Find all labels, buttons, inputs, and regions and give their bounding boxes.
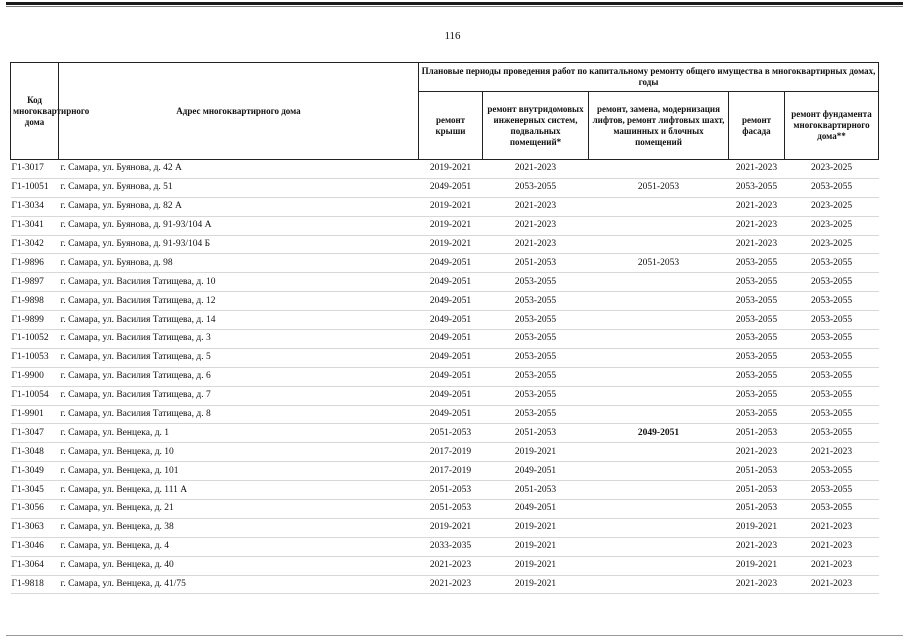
header-lifts: ремонт, замена, модернизация лифтов, ремонт лифтовых шахт, машинных и блочных помещений	[589, 92, 729, 160]
cell-lifts	[589, 311, 729, 330]
cell-facade: 2053-2055	[729, 386, 785, 405]
cell-lifts	[589, 348, 729, 367]
cell-code: Г1-3063	[11, 518, 59, 537]
cell-address: г. Самара, ул. Буянова, д. 42 А	[59, 160, 419, 179]
cell-facade: 2019-2021	[729, 556, 785, 575]
cell-facade: 2053-2055	[729, 292, 785, 311]
cell-code: Г1-3042	[11, 235, 59, 254]
cell-address: г. Самара, ул. Василия Татищева, д. 6	[59, 367, 419, 386]
cell-systems: 2051-2053	[483, 424, 589, 443]
cell-roof: 2019-2021	[419, 197, 483, 216]
cell-roof: 2049-2051	[419, 330, 483, 349]
cell-address: г. Самара, ул. Венцека, д. 101	[59, 462, 419, 481]
cell-systems: 2053-2055	[483, 330, 589, 349]
cell-roof: 2021-2023	[419, 556, 483, 575]
header-facade: ремонт фасада	[729, 92, 785, 160]
cell-address: г. Самара, ул. Буянова, д. 82 А	[59, 197, 419, 216]
cell-code: Г1-9818	[11, 575, 59, 594]
cell-roof: 2051-2053	[419, 424, 483, 443]
cell-code: Г1-3064	[11, 556, 59, 575]
top-rule-thin	[6, 6, 903, 7]
header-roof: ремонт крыши	[419, 92, 483, 160]
cell-address: г. Самара, ул. Венцека, д. 111 А	[59, 481, 419, 500]
table-row	[11, 160, 879, 179]
cell-roof: 2019-2021	[419, 160, 483, 179]
cell-systems: 2053-2055	[483, 367, 589, 386]
cell-lifts: 2049-2051	[589, 424, 729, 443]
cell-facade: 2053-2055	[729, 178, 785, 197]
cell-lifts	[589, 386, 729, 405]
table-row	[11, 235, 879, 254]
cell-address: г. Самара, ул. Буянова, д. 91-93/104 Б	[59, 235, 419, 254]
cell-facade: 2053-2055	[729, 311, 785, 330]
cell-foundation: 2021-2023	[785, 575, 879, 594]
cell-systems: 2019-2021	[483, 443, 589, 462]
cell-foundation: 2053-2055	[785, 348, 879, 367]
cell-foundation: 2053-2055	[785, 424, 879, 443]
table-row	[11, 292, 879, 311]
table-header	[11, 63, 879, 160]
cell-code: Г1-10054	[11, 386, 59, 405]
cell-roof: 2033-2035	[419, 537, 483, 556]
cell-lifts	[589, 518, 729, 537]
table-row	[11, 556, 879, 575]
cell-systems: 2019-2021	[483, 518, 589, 537]
cell-code: Г1-3045	[11, 481, 59, 500]
cell-foundation: 2021-2023	[785, 556, 879, 575]
cell-address: г. Самара, ул. Буянова, д. 51	[59, 178, 419, 197]
cell-facade: 2021-2023	[729, 575, 785, 594]
cell-lifts	[589, 216, 729, 235]
cell-systems: 2049-2051	[483, 500, 589, 519]
table-row	[11, 311, 879, 330]
cell-roof: 2049-2051	[419, 273, 483, 292]
cell-address: г. Самара, ул. Буянова, д. 98	[59, 254, 419, 273]
bottom-rule	[6, 635, 903, 636]
cell-facade: 2051-2053	[729, 500, 785, 519]
cell-systems: 2049-2051	[483, 462, 589, 481]
cell-code: Г1-9900	[11, 367, 59, 386]
cell-address: г. Самара, ул. Василия Татищева, д. 5	[59, 348, 419, 367]
cell-facade: 2053-2055	[729, 273, 785, 292]
cell-code: Г1-3056	[11, 500, 59, 519]
cell-lifts: 2051-2053	[589, 178, 729, 197]
cell-roof: 2051-2053	[419, 481, 483, 500]
cell-facade: 2021-2023	[729, 443, 785, 462]
cell-foundation: 2021-2023	[785, 518, 879, 537]
cell-address: г. Самара, ул. Венцека, д. 38	[59, 518, 419, 537]
cell-address: г. Самара, ул. Василия Татищева, д. 3	[59, 330, 419, 349]
cell-foundation: 2023-2025	[785, 216, 879, 235]
cell-lifts: 2051-2053	[589, 254, 729, 273]
cell-roof: 2049-2051	[419, 292, 483, 311]
cell-foundation: 2053-2055	[785, 367, 879, 386]
cell-roof: 2019-2021	[419, 235, 483, 254]
cell-foundation: 2021-2023	[785, 443, 879, 462]
cell-address: г. Самара, ул. Венцека, д. 1	[59, 424, 419, 443]
table-row	[11, 367, 879, 386]
cell-foundation: 2053-2055	[785, 386, 879, 405]
cell-facade: 2053-2055	[729, 330, 785, 349]
cell-facade: 2019-2021	[729, 518, 785, 537]
cell-roof: 2019-2021	[419, 216, 483, 235]
cell-foundation: 2023-2025	[785, 197, 879, 216]
cell-roof: 2017-2019	[419, 462, 483, 481]
cell-facade: 2053-2055	[729, 254, 785, 273]
cell-address: г. Самара, ул. Буянова, д. 91-93/104 А	[59, 216, 419, 235]
cell-systems: 2019-2021	[483, 575, 589, 594]
cell-address: г. Самара, ул. Василия Татищева, д. 10	[59, 273, 419, 292]
cell-systems: 2053-2055	[483, 405, 589, 424]
cell-roof: 2049-2051	[419, 367, 483, 386]
cell-facade: 2053-2055	[729, 367, 785, 386]
cell-code: Г1-3048	[11, 443, 59, 462]
cell-foundation: 2053-2055	[785, 273, 879, 292]
table-row	[11, 348, 879, 367]
cell-lifts	[589, 556, 729, 575]
cell-systems: 2021-2023	[483, 160, 589, 179]
cell-facade: 2051-2053	[729, 462, 785, 481]
cell-lifts	[589, 481, 729, 500]
header-foundation: ремонт фундамента многоквартирного дома**	[785, 92, 879, 160]
top-rule	[6, 2, 903, 5]
cell-code: Г1-3017	[11, 160, 59, 179]
cell-code: Г1-9899	[11, 311, 59, 330]
cell-foundation: 2053-2055	[785, 254, 879, 273]
cell-systems: 2053-2055	[483, 178, 589, 197]
cell-facade: 2051-2053	[729, 481, 785, 500]
cell-code: Г1-3046	[11, 537, 59, 556]
header-address: Адрес многоквартирного дома	[59, 63, 419, 160]
cell-lifts	[589, 405, 729, 424]
cell-systems: 2053-2055	[483, 273, 589, 292]
cell-foundation: 2053-2055	[785, 178, 879, 197]
cell-lifts	[589, 443, 729, 462]
cell-facade: 2021-2023	[729, 197, 785, 216]
cell-lifts	[589, 537, 729, 556]
table-row	[11, 424, 879, 443]
cell-foundation: 2053-2055	[785, 405, 879, 424]
cell-lifts	[589, 500, 729, 519]
cell-foundation: 2053-2055	[785, 481, 879, 500]
cell-code: Г1-10051	[11, 178, 59, 197]
cell-systems: 2051-2053	[483, 481, 589, 500]
cell-systems: 2019-2021	[483, 537, 589, 556]
cell-facade: 2021-2023	[729, 235, 785, 254]
cell-roof: 2049-2051	[419, 178, 483, 197]
cell-code: Г1-9901	[11, 405, 59, 424]
cell-code: Г1-3049	[11, 462, 59, 481]
cell-systems: 2021-2023	[483, 235, 589, 254]
cell-address: г. Самара, ул. Василия Татищева, д. 8	[59, 405, 419, 424]
header-code: Код многоквартирного дома	[11, 63, 59, 160]
cell-systems: 2051-2053	[483, 254, 589, 273]
table-row	[11, 216, 879, 235]
cell-address: г. Самара, ул. Венцека, д. 4	[59, 537, 419, 556]
cell-roof: 2049-2051	[419, 405, 483, 424]
cell-address: г. Самара, ул. Венцека, д. 40	[59, 556, 419, 575]
cell-code: Г1-10052	[11, 330, 59, 349]
cell-systems: 2053-2055	[483, 311, 589, 330]
table-row	[11, 178, 879, 197]
cell-lifts	[589, 292, 729, 311]
cell-foundation: 2053-2055	[785, 462, 879, 481]
cell-address: г. Самара, ул. Венцека, д. 41/75	[59, 575, 419, 594]
cell-systems: 2019-2021	[483, 556, 589, 575]
table-body	[11, 160, 879, 594]
table-row	[11, 386, 879, 405]
cell-code: Г1-10053	[11, 348, 59, 367]
cell-lifts	[589, 160, 729, 179]
cell-systems: 2053-2055	[483, 386, 589, 405]
cell-systems: 2053-2055	[483, 348, 589, 367]
cell-foundation: 2053-2055	[785, 311, 879, 330]
table-row	[11, 500, 879, 519]
cell-roof: 2049-2051	[419, 311, 483, 330]
cell-facade: 2021-2023	[729, 216, 785, 235]
cell-roof: 2019-2021	[419, 518, 483, 537]
table-row	[11, 197, 879, 216]
cell-lifts	[589, 273, 729, 292]
cell-code: Г1-3047	[11, 424, 59, 443]
cell-code: Г1-3041	[11, 216, 59, 235]
cell-roof: 2049-2051	[419, 386, 483, 405]
table-row	[11, 273, 879, 292]
cell-lifts	[589, 367, 729, 386]
repair-schedule-table	[10, 62, 879, 594]
cell-roof: 2021-2023	[419, 575, 483, 594]
cell-address: г. Самара, ул. Василия Татищева, д. 7	[59, 386, 419, 405]
cell-code: Г1-3034	[11, 197, 59, 216]
cell-address: г. Самара, ул. Василия Татищева, д. 12	[59, 292, 419, 311]
table-row	[11, 481, 879, 500]
cell-systems: 2021-2023	[483, 216, 589, 235]
cell-facade: 2021-2023	[729, 537, 785, 556]
table-row	[11, 330, 879, 349]
cell-code: Г1-9897	[11, 273, 59, 292]
cell-foundation: 2053-2055	[785, 500, 879, 519]
cell-lifts	[589, 462, 729, 481]
cell-facade: 2053-2055	[729, 405, 785, 424]
cell-address: г. Самара, ул. Венцека, д. 21	[59, 500, 419, 519]
cell-roof: 2051-2053	[419, 500, 483, 519]
table-row	[11, 254, 879, 273]
cell-facade: 2021-2023	[729, 160, 785, 179]
cell-facade: 2053-2055	[729, 348, 785, 367]
cell-lifts	[589, 575, 729, 594]
page-number: 116	[444, 30, 461, 42]
cell-lifts	[589, 330, 729, 349]
cell-foundation: 2023-2025	[785, 235, 879, 254]
cell-lifts	[589, 197, 729, 216]
cell-facade: 2051-2053	[729, 424, 785, 443]
cell-address: г. Самара, ул. Венцека, д. 10	[59, 443, 419, 462]
table-row	[11, 405, 879, 424]
cell-address: г. Самара, ул. Василия Татищева, д. 14	[59, 311, 419, 330]
cell-code: Г1-9896	[11, 254, 59, 273]
header-systems: ремонт внутридомовых инженерных систем, подвальных помещений*	[483, 92, 589, 160]
cell-roof: 2049-2051	[419, 348, 483, 367]
cell-roof: 2017-2019	[419, 443, 483, 462]
header-planned-periods: Плановые периоды проведения работ по капитальному ремонту общего имущества в многоквартирных домах, годы	[419, 63, 879, 92]
table-row	[11, 518, 879, 537]
cell-foundation: 2053-2055	[785, 292, 879, 311]
cell-lifts	[589, 235, 729, 254]
cell-foundation: 2021-2023	[785, 537, 879, 556]
cell-roof: 2049-2051	[419, 254, 483, 273]
table-row	[11, 443, 879, 462]
cell-foundation: 2023-2025	[785, 160, 879, 179]
cell-code: Г1-9898	[11, 292, 59, 311]
cell-foundation: 2053-2055	[785, 330, 879, 349]
table-row	[11, 575, 879, 594]
cell-systems: 2021-2023	[483, 197, 589, 216]
cell-systems: 2053-2055	[483, 292, 589, 311]
table-row	[11, 537, 879, 556]
table-row	[11, 462, 879, 481]
